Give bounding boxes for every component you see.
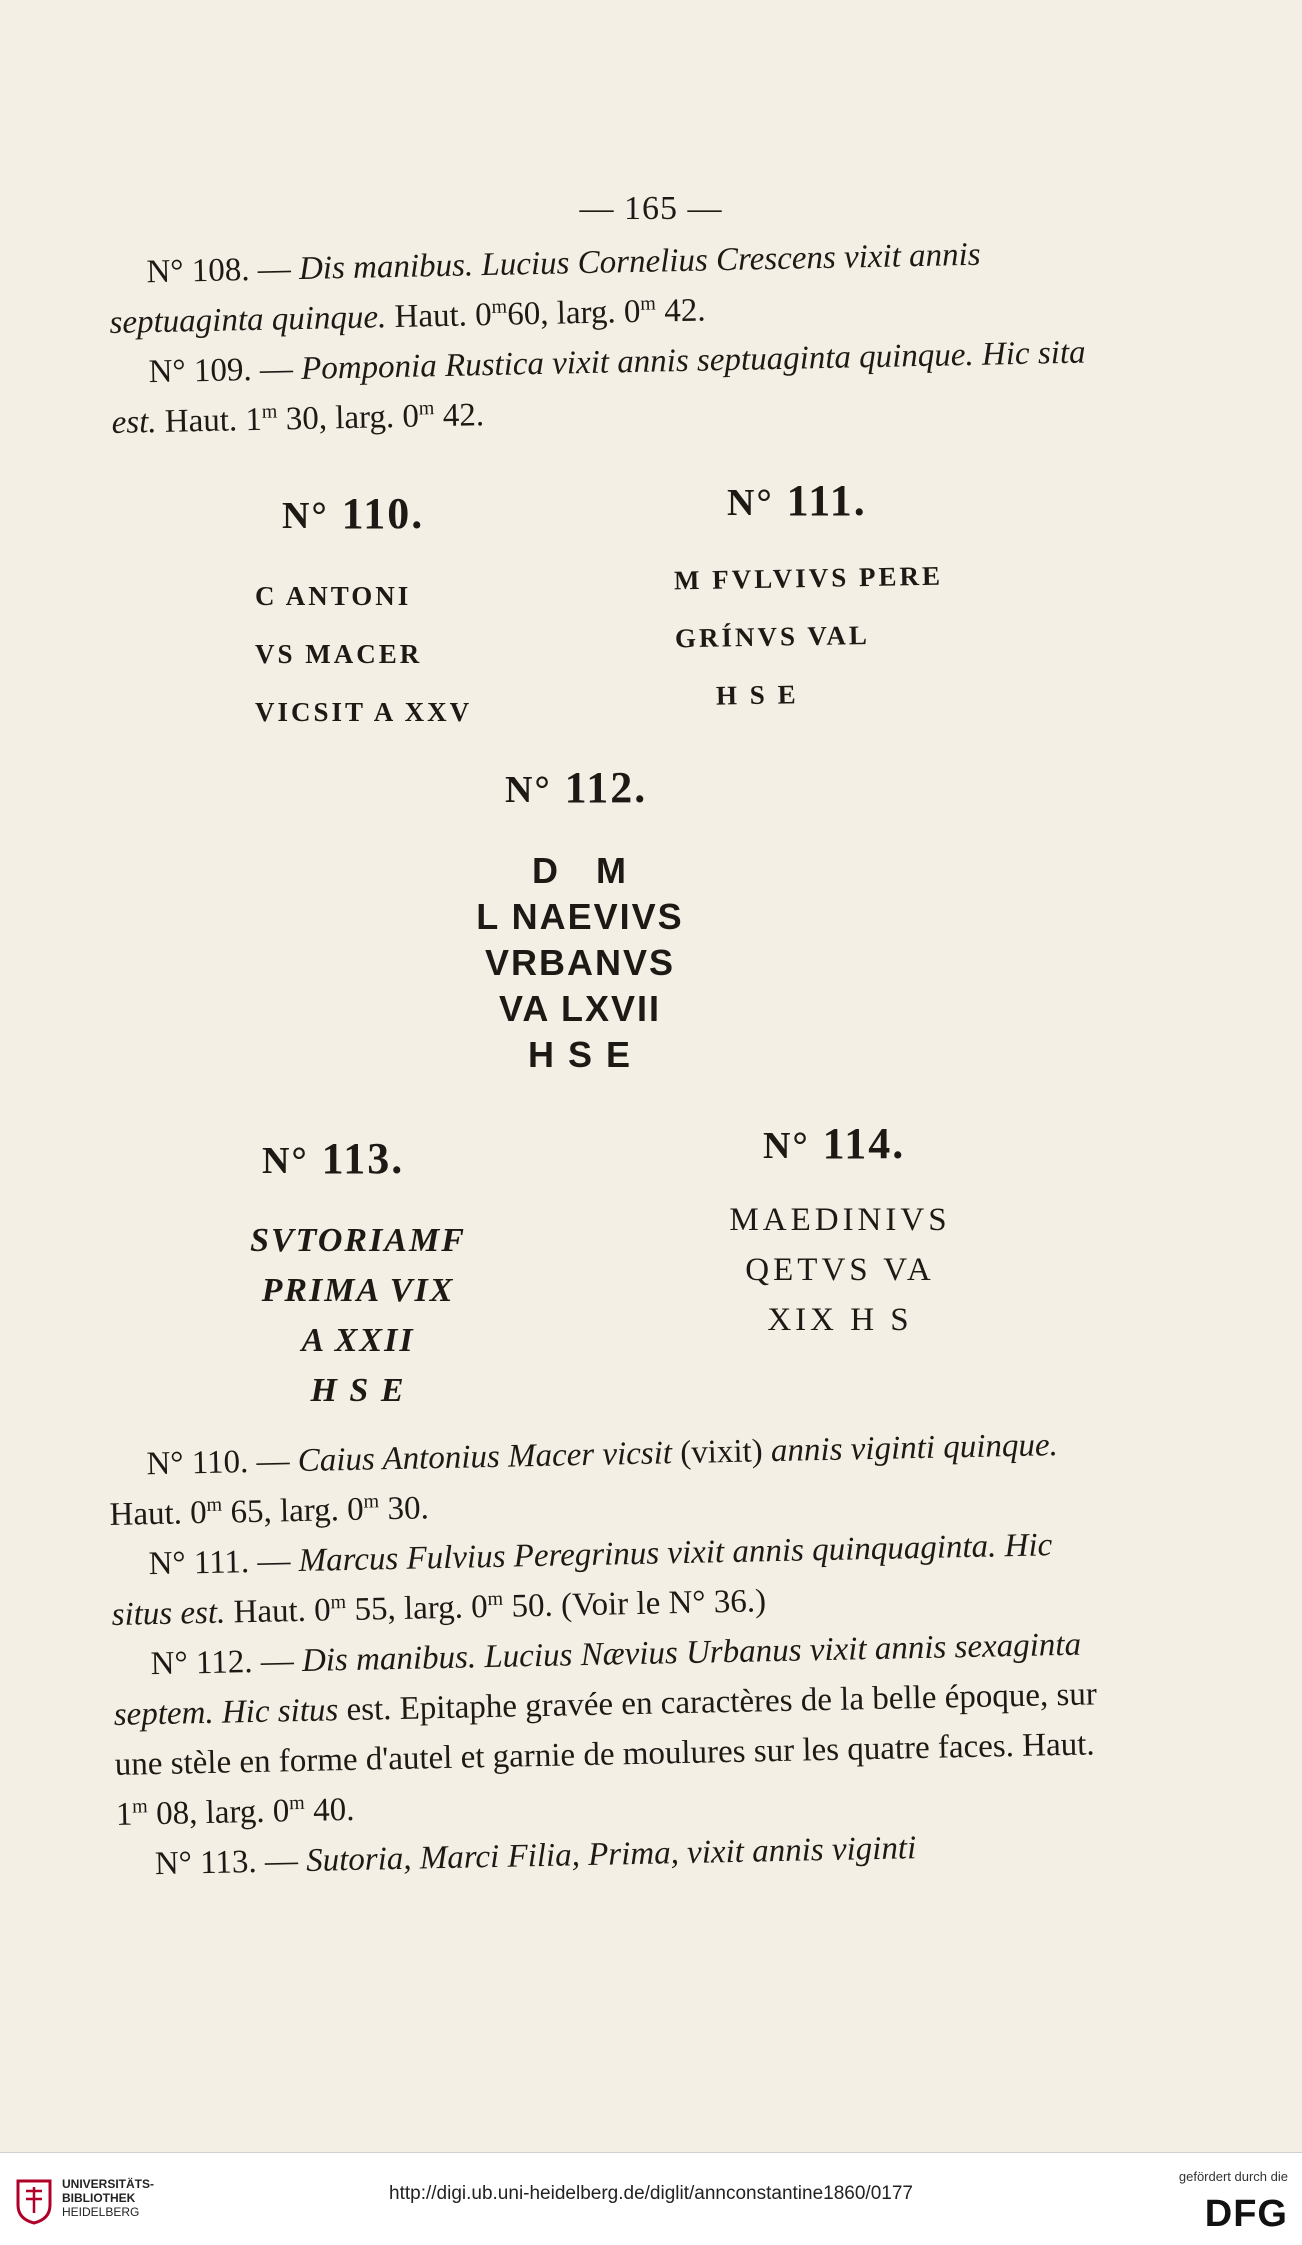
measure-text: 30.	[378, 1490, 430, 1528]
inscription-number: 113.	[321, 1134, 405, 1183]
measure-text: 42.	[655, 292, 706, 330]
inscription-line: C ANTONI	[255, 581, 412, 611]
entry-translation: Dis manibus. Lucius Nævius Urbanus vixit annis sexaginta septem. Hic situs	[113, 1626, 1082, 1733]
entry-translation: Pomponia Rustica vixit annis septuaginta quinque. Hic sita est.	[111, 334, 1086, 441]
entry-translation: Sutoria, Marci Filia, Prima, vixit annis viginti	[305, 1830, 917, 1879]
unit-sup: m	[288, 1791, 305, 1815]
description-text: est. Epitaphe gravée en caractères de la belle époque, sur une stèle en forme d'autel et garnie de moulures sur les quatre faces. Haut. 1	[114, 1676, 1098, 1833]
inscription-number: 112.	[564, 763, 648, 812]
inscription-line: H S E	[310, 1372, 406, 1409]
inscription-113	[228, 1216, 488, 1416]
gloss-text: (vixit)	[671, 1433, 772, 1472]
entry-label: N° 113. —	[154, 1842, 307, 1883]
inscription-line: GRÍNVS VAL	[674, 619, 871, 654]
measure-text: Haut. 0	[224, 1592, 332, 1631]
inscription-line: VICSIT A XXV	[255, 697, 473, 727]
measure-text: 08, larg. 0	[147, 1793, 290, 1833]
number-sign: N°	[763, 1125, 810, 1167]
funded-by-label: gefördert durch die	[1178, 2169, 1288, 2184]
viewer-footer	[0, 2152, 1302, 2245]
inscription-heading-112	[505, 762, 647, 813]
inscription-line: QETVS VA	[745, 1252, 935, 1288]
measure-text: 65, larg. 0	[221, 1491, 365, 1531]
measure-text: 50. (Voir le N° 36.)	[502, 1583, 767, 1625]
inscription-111	[674, 547, 946, 726]
inscription-line: XIX H S	[767, 1302, 913, 1338]
measure-text: 40.	[304, 1791, 355, 1829]
measure-text: 60, larg. 0	[506, 293, 641, 333]
entry-translation: annis viginti quinque.	[770, 1427, 1059, 1470]
bottom-prose	[108, 1419, 1102, 1890]
entry-translation: Dis manibus. Lucius Cornelius Crescens vixit annis septuaginta quinque.	[109, 236, 981, 341]
inscription-number: 114.	[822, 1119, 906, 1168]
entry-translation: Marcus Fulvius Peregrinus vixit annis quinquaginta. Hic situs est.	[111, 1527, 1053, 1633]
number-sign: N°	[727, 482, 774, 524]
inscription-line: MAEDINIVS	[729, 1202, 951, 1238]
measure-text: Haut. 1	[156, 401, 263, 441]
entry-label: N° 109. —	[148, 350, 302, 391]
unit-sup: m	[261, 400, 278, 423]
unit-sup: m	[640, 292, 657, 315]
paragraph-109	[110, 327, 1097, 448]
inscription-line: M FVLVIVS PERE	[673, 560, 944, 596]
number-sign: N°	[262, 1140, 309, 1182]
dfg-logo[interactable]: DFG	[1204, 2193, 1288, 2235]
number-sign: N°	[505, 769, 552, 811]
inscription-line: D M	[532, 850, 628, 891]
inscription-line: L NAEVIVS	[476, 896, 684, 937]
paragraph-112	[112, 1619, 1101, 1840]
entry-translation: Caius Antonius Macer vicsit	[297, 1435, 673, 1480]
measure-text: Haut. 0	[109, 1494, 208, 1533]
inscription-line: VS MACER	[255, 639, 423, 669]
top-prose	[108, 227, 1097, 448]
inscription-heading-110	[282, 488, 424, 539]
inscription-114	[700, 1195, 980, 1345]
inscription-number: 110.	[341, 489, 425, 538]
inscription-line: SVTORIAMF	[250, 1222, 466, 1259]
unit-sup: m	[206, 1493, 223, 1516]
unit-sup: m	[487, 1587, 504, 1611]
entry-label: N° 108. —	[146, 251, 300, 291]
inscription-line: VA LXVII	[498, 988, 662, 1029]
unit-sup: m	[330, 1591, 347, 1614]
library-name-line: HEIDELBERG	[62, 2205, 140, 2219]
inscription-line: PRIMA VIX	[261, 1272, 455, 1309]
unit-sup: m	[131, 1795, 148, 1818]
measure-text: 42.	[434, 397, 485, 435]
inscription-line: VRBANVS	[484, 942, 676, 983]
measure-text: 55, larg. 0	[345, 1589, 489, 1629]
page-number: — 165 —	[579, 190, 723, 227]
inscription-line: H S E	[715, 679, 799, 711]
inscription-number: 111.	[786, 476, 867, 525]
inscription-112	[440, 848, 720, 1078]
entry-label: N° 110. —	[146, 1443, 299, 1483]
inscription-line: H S E	[527, 1034, 633, 1075]
inscription-heading-111	[727, 475, 867, 526]
permalink-url[interactable]: http://digi.ub.uni-heidelberg.de/diglit/annconstantine1860/0177	[389, 2183, 913, 2204]
inscription-heading-113	[262, 1133, 404, 1184]
entry-label: N° 112. —	[150, 1642, 303, 1683]
measure-text: 30, larg. 0	[277, 398, 420, 438]
inscription-110	[255, 567, 472, 741]
measure-text: Haut. 0	[385, 296, 493, 336]
unit-sup: m	[418, 397, 435, 420]
entry-label: N° 111. —	[148, 1543, 300, 1583]
inscription-heading-114	[763, 1118, 905, 1169]
inscription-line: A XXII	[301, 1322, 415, 1359]
number-sign: N°	[282, 495, 329, 537]
library-name-line: BIBLIOTHEK	[62, 2191, 136, 2205]
unit-sup: m	[491, 295, 508, 318]
library-name-line: UNIVERSITÄTS-	[62, 2177, 155, 2191]
unit-sup: m	[363, 1490, 380, 1513]
